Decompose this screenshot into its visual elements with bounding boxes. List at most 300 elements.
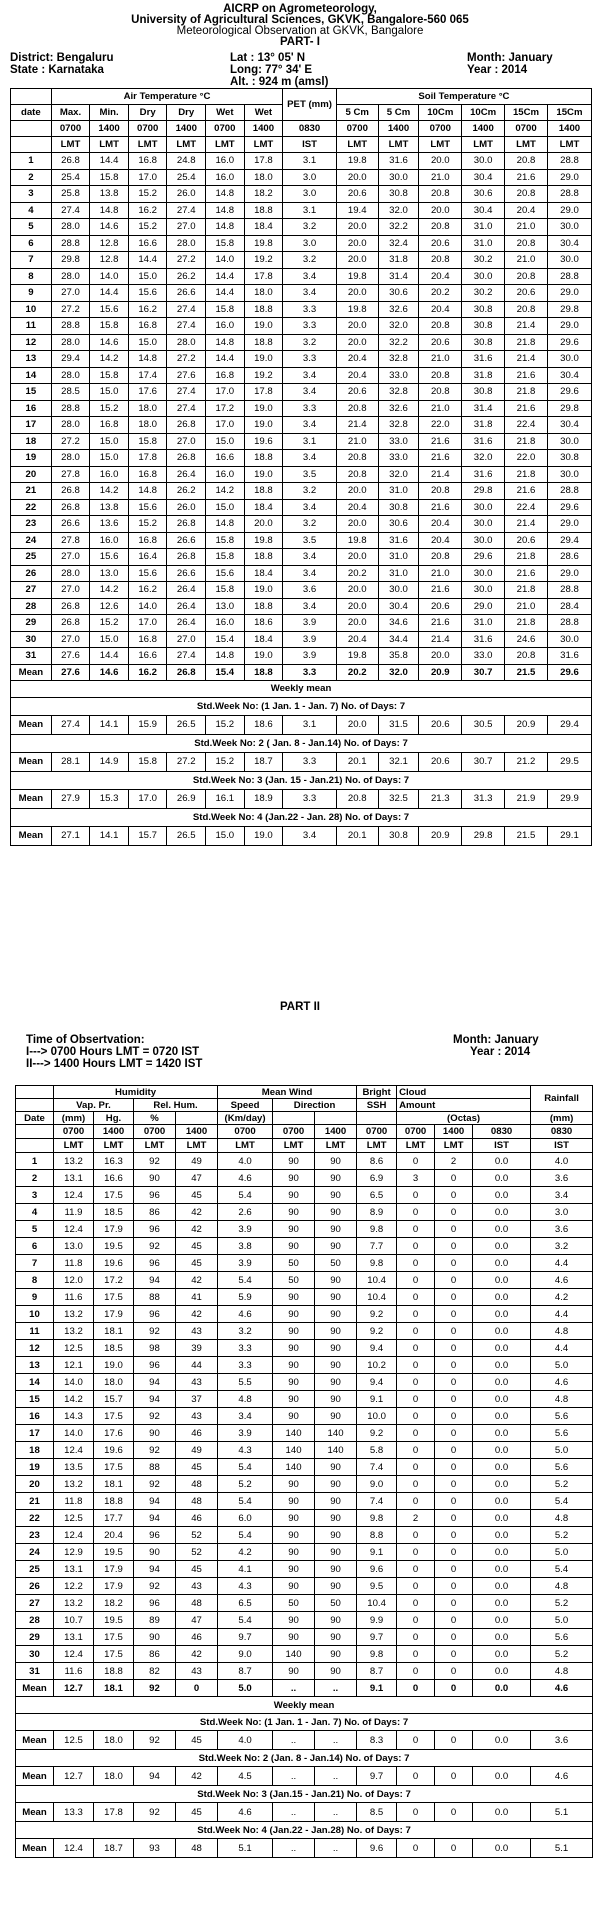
data-cell: 19.5 [94,1612,134,1629]
data-cell: 90 [273,1374,315,1391]
table-row [16,1442,593,1459]
data-cell: 21.8 [505,433,548,450]
data-cell: 39 [176,1340,218,1357]
data-cell: 32.4 [378,235,419,252]
table-row [11,549,592,566]
part2-group-header-row [16,1086,593,1099]
data-cell: 0.0 [473,1255,531,1272]
data-cell: 33.0 [378,433,419,450]
data-cell: 5.4 [218,1272,273,1289]
data-cell: 4.8 [531,1391,593,1408]
data-cell: 5.6 [531,1408,593,1425]
data-cell: 29.0 [547,169,591,186]
data-cell: 15.2 [128,186,167,203]
table-row [16,1663,593,1680]
data-cell: 0 [435,1663,473,1680]
date-cell: 22 [11,499,52,516]
header-cell: 0700 [134,1125,176,1139]
data-cell: 0 [435,1425,473,1442]
data-cell: 3.3 [218,1357,273,1374]
data-cell: 140 [273,1425,315,1442]
data-cell: 21.4 [419,631,462,648]
data-cell: 0 [435,1170,473,1187]
corner-cell [16,1086,54,1099]
data-cell: 18.0 [244,169,283,186]
long-label: Long: 77° 34' E [230,64,313,76]
data-cell: 140 [273,1646,315,1663]
week-label: Std.Week No: 4 (Jan.22 - Jan. 28) No. of Days: 7 [11,808,592,826]
data-cell: 26.8 [51,615,90,632]
data-cell: 14.0 [128,598,167,615]
header-cell: LMT [167,137,206,153]
date-cell: 14 [16,1374,54,1391]
data-cell: 28.8 [51,235,90,252]
data-cell: 17.0 [206,417,245,434]
data-cell: 90 [273,1153,315,1170]
header-cell: LMT [134,1139,176,1153]
data-cell: 30.0 [462,499,505,516]
table-row [11,648,592,665]
data-cell: 90 [315,1408,357,1425]
data-cell: 90 [134,1629,176,1646]
table-row [16,1578,593,1595]
data-cell: 16.8 [128,466,167,483]
data-cell: 0.0 [473,1663,531,1680]
data-cell: 17.4 [128,367,167,384]
date-cell: 19 [16,1459,54,1476]
data-cell: 0 [397,1646,435,1663]
data-cell: 21.0 [419,169,462,186]
table-row [16,1408,593,1425]
data-cell: 14.4 [90,648,129,665]
data-cell: 90 [273,1289,315,1306]
table-row [11,301,592,318]
data-cell: 90 [315,1289,357,1306]
data-cell: 15.0 [128,334,167,351]
data-cell: 14.8 [206,219,245,236]
mean-cell: 9.1 [357,1680,397,1697]
data-cell: 19.0 [244,400,283,417]
data-cell: 48 [176,1595,218,1612]
data-cell: 13.1 [54,1561,94,1578]
data-cell: 19.0 [244,318,283,335]
week-mean-cell: 21.2 [505,752,548,771]
table-row [16,1476,593,1493]
data-cell: 26.4 [167,466,206,483]
table-row [11,285,592,302]
data-cell: 6.9 [357,1170,397,1187]
date-cell: 10 [16,1306,54,1323]
header-cell: 1400 [90,121,129,137]
data-cell: 3.2 [531,1238,593,1255]
data-cell: 26.8 [51,499,90,516]
date-cell: 9 [11,285,52,302]
data-cell: 30.4 [378,598,419,615]
part2-table [15,1085,593,1858]
data-cell: 27.4 [167,400,206,417]
data-cell: 0.0 [473,1153,531,1170]
data-cell: 0.0 [473,1476,531,1493]
header-cell [11,121,52,137]
week-mean-cell: 0 [397,1803,435,1822]
week-mean-cell: 4.6 [531,1767,593,1786]
data-cell: 21.0 [505,598,548,615]
data-cell: 3.2 [283,252,337,269]
week-mean-cell: 32.1 [378,752,419,771]
data-cell: 27.0 [51,631,90,648]
data-cell: 32.8 [378,384,419,401]
data-cell: 33.0 [378,450,419,467]
data-cell: 27.0 [51,285,90,302]
data-cell: 0 [397,1340,435,1357]
header-cell: LMT [244,137,283,153]
week-mean-cell: 27.4 [51,715,90,734]
data-cell: 31.6 [378,153,419,170]
data-cell: 28.0 [51,367,90,384]
data-cell: 11.8 [54,1255,94,1272]
data-cell: 21.0 [419,565,462,582]
data-cell: 4.8 [531,1578,593,1595]
data-cell: 19.0 [244,466,283,483]
data-cell: 90 [273,1238,315,1255]
week-mean-cell: 20.9 [419,826,462,845]
data-cell: 31.0 [462,235,505,252]
header-cell: 1400 [462,121,505,137]
data-cell: 20.6 [505,285,548,302]
mean-cell: 12.7 [54,1680,94,1697]
data-cell: 26.4 [167,615,206,632]
data-cell: 46 [176,1629,218,1646]
data-cell: 6.5 [218,1595,273,1612]
data-cell: 8.7 [357,1663,397,1680]
week-mean-cell: 4.6 [218,1803,273,1822]
data-cell: 0 [435,1238,473,1255]
data-cell: 21.6 [419,433,462,450]
table-row [16,1595,593,1612]
week-mean-cell: 3.6 [531,1731,593,1750]
data-cell: 5.4 [218,1493,273,1510]
data-cell: 0.0 [473,1221,531,1238]
data-cell: 22.4 [505,499,548,516]
data-cell: 90 [273,1510,315,1527]
week-mean-cell: 0 [397,1839,435,1858]
data-cell: 2.6 [218,1204,273,1221]
header-cell: LMT [128,137,167,153]
data-cell: 0 [435,1221,473,1238]
data-cell: 4.1 [218,1561,273,1578]
weekly-mean-title: Weekly mean [16,1697,593,1714]
data-cell: 5.8 [357,1442,397,1459]
cloud-header: Cloud [397,1086,531,1099]
data-cell: 28.8 [547,615,591,632]
mean-cell: 18.1 [94,1680,134,1697]
data-cell: 15.0 [128,268,167,285]
data-cell: 9.1 [357,1544,397,1561]
header-cell: 1400 [167,121,206,137]
data-cell: 15.2 [128,219,167,236]
data-cell: 20.4 [336,367,378,384]
table-row [11,334,592,351]
data-cell: 30.6 [378,516,419,533]
data-cell: 29.8 [462,483,505,500]
data-cell: 140 [273,1459,315,1476]
data-cell: 30.0 [378,582,419,599]
data-cell: 17.5 [94,1187,134,1204]
data-cell: 90 [315,1221,357,1238]
data-cell: 90 [273,1221,315,1238]
data-cell: 14.8 [206,334,245,351]
data-cell: 30.0 [547,351,591,368]
data-cell: 9.7 [218,1629,273,1646]
date-cell: 18 [11,433,52,450]
data-cell: 16.0 [90,532,129,549]
data-cell: 3.2 [283,516,337,533]
date-cell: 23 [11,516,52,533]
data-cell: 0 [435,1408,473,1425]
data-cell: 90 [273,1357,315,1374]
data-cell: 0.0 [473,1612,531,1629]
data-cell: 0 [435,1306,473,1323]
data-cell: 3.2 [283,219,337,236]
table-row [16,1527,593,1544]
data-cell: 15.0 [90,631,129,648]
date-cell: 15 [16,1391,54,1408]
date-cell: 28 [11,598,52,615]
data-cell: 35.8 [378,648,419,665]
data-cell: 20.8 [505,186,548,203]
data-cell: 6.0 [218,1510,273,1527]
speed-header: Speed [218,1099,273,1112]
header-cell: LMT [336,137,378,153]
header-cell [315,1112,357,1125]
data-cell: 22.0 [505,450,548,467]
data-cell: 4.4 [531,1306,593,1323]
data-cell: 21.0 [336,433,378,450]
data-cell: 14.8 [90,202,129,219]
data-cell: 94 [134,1561,176,1578]
data-cell: 17.8 [244,384,283,401]
data-cell: 0.0 [473,1340,531,1357]
data-cell: 17.2 [206,400,245,417]
week-label-row [11,771,592,789]
header-cell: 0830 [473,1125,531,1139]
data-cell: 15.8 [206,532,245,549]
data-cell: 19.2 [244,252,283,269]
data-cell: 22.4 [505,417,548,434]
data-cell: 18.6 [244,615,283,632]
data-cell: 12.5 [54,1340,94,1357]
data-cell: 29.8 [51,252,90,269]
data-cell: 90 [273,1493,315,1510]
data-cell: 0 [397,1204,435,1221]
data-cell: 20.6 [336,384,378,401]
header-cell: (mm) [531,1112,593,1125]
data-cell: 20.6 [336,186,378,203]
data-cell: 31.0 [378,483,419,500]
data-cell: 20.4 [336,631,378,648]
week-mean-cell: 28.1 [51,752,90,771]
data-cell: 0 [435,1493,473,1510]
data-cell: 27.4 [167,202,206,219]
data-cell: 13.0 [54,1238,94,1255]
data-cell: 3.0 [283,169,337,186]
data-cell: 4.0 [531,1153,593,1170]
data-cell: 5.4 [531,1561,593,1578]
data-cell: 15.0 [90,433,129,450]
data-cell: 15.6 [206,565,245,582]
data-cell: 16.8 [128,631,167,648]
data-cell: 21.4 [505,318,548,335]
part2-unit-row [16,1112,593,1125]
week-mean-cell: 20.6 [419,715,462,734]
header-cell: LMT [176,1139,218,1153]
time-line-2: II---> 1400 Hours LMT = 1420 IST [26,1058,203,1070]
data-cell: 18.0 [94,1374,134,1391]
week-mean-cell: 5.1 [531,1839,593,1858]
week-mean-cell: 19.0 [244,826,283,845]
data-cell: 3.0 [531,1204,593,1221]
data-cell: 19.0 [244,582,283,599]
data-cell: 20.0 [336,483,378,500]
week-label: Std.Week No: 2 ( Jan. 8 - Jan.14) No. of Days: 7 [11,734,592,752]
data-cell: 3.4 [283,367,337,384]
data-cell: 26.8 [167,549,206,566]
date-cell: 21 [16,1493,54,1510]
data-cell: 3.2 [283,334,337,351]
data-cell: 13.1 [54,1629,94,1646]
data-cell: 30.4 [462,202,505,219]
data-cell: 28.0 [51,417,90,434]
data-cell: 2 [397,1510,435,1527]
header-cell: LMT [273,1139,315,1153]
data-cell: 15.4 [206,631,245,648]
data-cell: 42 [176,1272,218,1289]
data-cell: 3.4 [283,285,337,302]
data-cell: 30.0 [462,582,505,599]
date-cell: 18 [16,1442,54,1459]
data-cell: 9.2 [357,1425,397,1442]
table-row [11,400,592,417]
data-cell: 47 [176,1612,218,1629]
header-cell: Hg. [94,1112,134,1125]
mean-cell: 3.3 [283,664,337,681]
data-cell: 96 [134,1306,176,1323]
data-cell: 13.1 [54,1170,94,1187]
table-row [16,1170,593,1187]
week-mean-cell: 27.2 [167,752,206,771]
data-cell: 5.2 [218,1476,273,1493]
header-cell: LMT [505,137,548,153]
data-cell: 0 [435,1527,473,1544]
week-mean-cell: 30.5 [462,715,505,734]
data-cell: 29.4 [51,351,90,368]
data-cell: 20.2 [336,565,378,582]
data-cell: 20.4 [419,532,462,549]
data-cell: 3.9 [283,648,337,665]
week-mean-cell: 93 [134,1839,176,1858]
data-cell: 34.6 [378,615,419,632]
data-cell: 13.2 [54,1306,94,1323]
week-mean-cell: 0 [435,1803,473,1822]
data-cell: 21.4 [419,466,462,483]
rel-hum-header: Rel. Hum. [134,1099,218,1112]
data-cell: 18.4 [244,219,283,236]
data-cell: 90 [273,1544,315,1561]
week-mean-cell: 20.8 [336,789,378,808]
data-cell: 12.4 [54,1187,94,1204]
week-mean-cell: .. [315,1731,357,1750]
table-row [11,565,592,582]
data-cell: 20.8 [419,483,462,500]
data-cell: 15.6 [90,301,129,318]
week-mean-cell: 3.3 [283,789,337,808]
data-cell: 34.4 [378,631,419,648]
data-cell: 32.8 [378,351,419,368]
data-cell: 27.4 [167,648,206,665]
data-cell: 5.6 [531,1629,593,1646]
data-cell: 90 [315,1187,357,1204]
data-cell: 7.4 [357,1459,397,1476]
data-cell: 0 [397,1595,435,1612]
week-mean-cell: 18.9 [244,789,283,808]
data-cell: 16.2 [128,301,167,318]
header-cell: 1400 [378,121,419,137]
table-row [11,153,592,170]
data-cell: 17.0 [128,169,167,186]
data-cell: 5.4 [218,1459,273,1476]
data-cell: 28.0 [51,334,90,351]
week-mean-cell: 18.0 [94,1767,134,1786]
data-cell: 27.0 [51,549,90,566]
data-cell: 26.8 [167,417,206,434]
table-row [11,598,592,615]
data-cell: 20.0 [336,598,378,615]
weekly-mean-title-row [16,1697,593,1714]
data-cell: 11.6 [54,1663,94,1680]
data-cell: 27.6 [51,648,90,665]
data-cell: 0 [435,1357,473,1374]
data-cell: 18.8 [244,450,283,467]
week-mean-cell: 9.6 [357,1839,397,1858]
data-cell: 12.8 [90,252,129,269]
part1-table [10,88,592,846]
data-cell: 90 [315,1459,357,1476]
weekly-mean-title-row [11,681,592,698]
data-cell: 5.6 [531,1425,593,1442]
data-cell: 92 [134,1442,176,1459]
table-row [16,1289,593,1306]
header-cell [11,137,52,153]
week-mean-cell: 15.2 [206,752,245,771]
data-cell: 7.7 [357,1238,397,1255]
data-cell: 20.0 [336,169,378,186]
week-mean-cell: 14.1 [90,826,129,845]
week-mean-cell: 18.0 [94,1731,134,1750]
table-row [11,169,592,186]
data-cell: 16.0 [206,169,245,186]
data-cell: 31.0 [462,615,505,632]
data-cell: 50 [315,1595,357,1612]
data-cell: 15.8 [206,582,245,599]
week-mean-row [16,1731,593,1750]
data-cell: 21.4 [336,417,378,434]
date-cell: 5 [11,219,52,236]
table-row [11,186,592,203]
header-cell: 0700 [218,1125,273,1139]
data-cell: 0 [435,1442,473,1459]
data-cell: 32.8 [378,417,419,434]
mean-cell: .. [273,1680,315,1697]
